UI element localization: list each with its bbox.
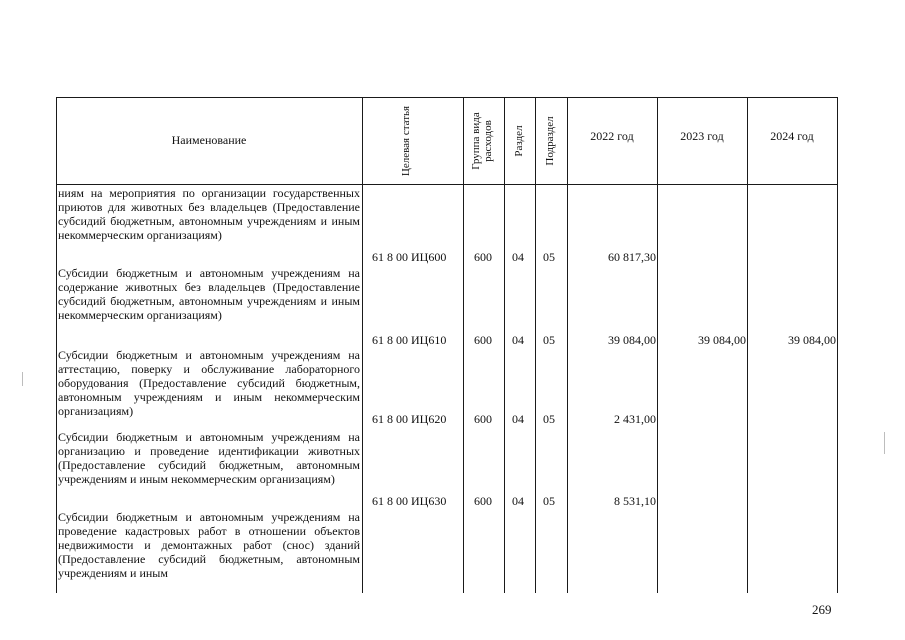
row-3-target: 61 8 00 ИЦ620 [372, 412, 447, 426]
table-top-border [56, 97, 838, 98]
row-4-target: 61 8 00 ИЦ630 [372, 494, 447, 508]
row-1-value-2022: 60 817,30 [608, 250, 656, 264]
row-1-section: 04 [512, 250, 524, 264]
row-2-value-2023: 39 084,00 [698, 333, 746, 347]
row-5-description: Субсидии бюджетным и автономным учреждениям на проведение кадастровых работ в отношении объектов недвижимости и демонтажных работ (снос) зданий (Предоставление субсидий бюджетным, автономным учреждениям и иным [58, 510, 360, 580]
header-2022: 2022 год [590, 129, 634, 143]
header-2024: 2024 год [770, 129, 814, 143]
col-divider-section [535, 97, 536, 593]
header-section: Раздел [513, 125, 525, 157]
row-2-section: 04 [512, 333, 524, 347]
header-2023: 2023 год [680, 129, 724, 143]
header-group: Группа вида расходов [470, 112, 494, 170]
row-2-subsection: 05 [543, 333, 555, 347]
row-3-group: 600 [474, 412, 492, 426]
header-subsection: Подраздел [544, 116, 556, 166]
row-1-subsection: 05 [543, 250, 555, 264]
row-4-value-2022: 8 531,10 [614, 494, 656, 508]
row-2-group: 600 [474, 333, 492, 347]
row-3-value-2022: 2 431,00 [614, 412, 656, 426]
col-divider-2023 [747, 97, 748, 593]
row-1-description: ниям на мероприятия по организации государственных приютов для животных без владельцев (Предоставление субсидий бюджетным, автономным учреждениям и иным некоммерческим организациям) [58, 186, 360, 242]
row-1-group: 600 [474, 250, 492, 264]
row-4-group: 600 [474, 494, 492, 508]
scan-artifact-right [884, 432, 885, 454]
row-2-target: 61 8 00 ИЦ610 [372, 333, 447, 347]
row-4-description: Субсидии бюджетным и автономным учреждениям на организацию и проведение идентификации животных (Предоставление субсидий бюджетным, автономным учреждениям и иным некоммерческим организациям) [58, 430, 360, 486]
col-divider-2022 [657, 97, 658, 593]
row-3-section: 04 [512, 412, 524, 426]
row-4-subsection: 05 [543, 494, 555, 508]
header-name: Наименование [171, 133, 247, 147]
row-3-description: Субсидии бюджетным и автономным учреждениям на аттестацию, поверку и обслуживание лабораторного оборудования (Предоставление субсидий бюджетным, автономным учреждениям и иным некоммерческим организациям) [58, 348, 360, 418]
page-number: 269 [812, 602, 832, 617]
col-divider-group [504, 97, 505, 593]
col-divider-name [362, 97, 363, 593]
col-divider-target [463, 97, 464, 593]
row-4-section: 04 [512, 494, 524, 508]
table-left-border [56, 97, 57, 593]
table-right-border [837, 97, 838, 593]
row-1-target: 61 8 00 ИЦ600 [372, 250, 447, 264]
table-header-bottom-border [56, 184, 838, 185]
scan-artifact-left [22, 372, 23, 386]
row-3-subsection: 05 [543, 412, 555, 426]
col-divider-subsection [567, 97, 568, 593]
row-2-description: Субсидии бюджетным и автономным учреждениям на содержание животных без владельцев (Предоставление субсидий бюджетным, автономным учреждениям и иным некоммерческим организациям) [58, 266, 360, 322]
row-2-value-2022: 39 084,00 [608, 333, 656, 347]
header-target: Целевая статья [400, 105, 412, 177]
row-2-value-2024: 39 084,00 [788, 333, 836, 347]
